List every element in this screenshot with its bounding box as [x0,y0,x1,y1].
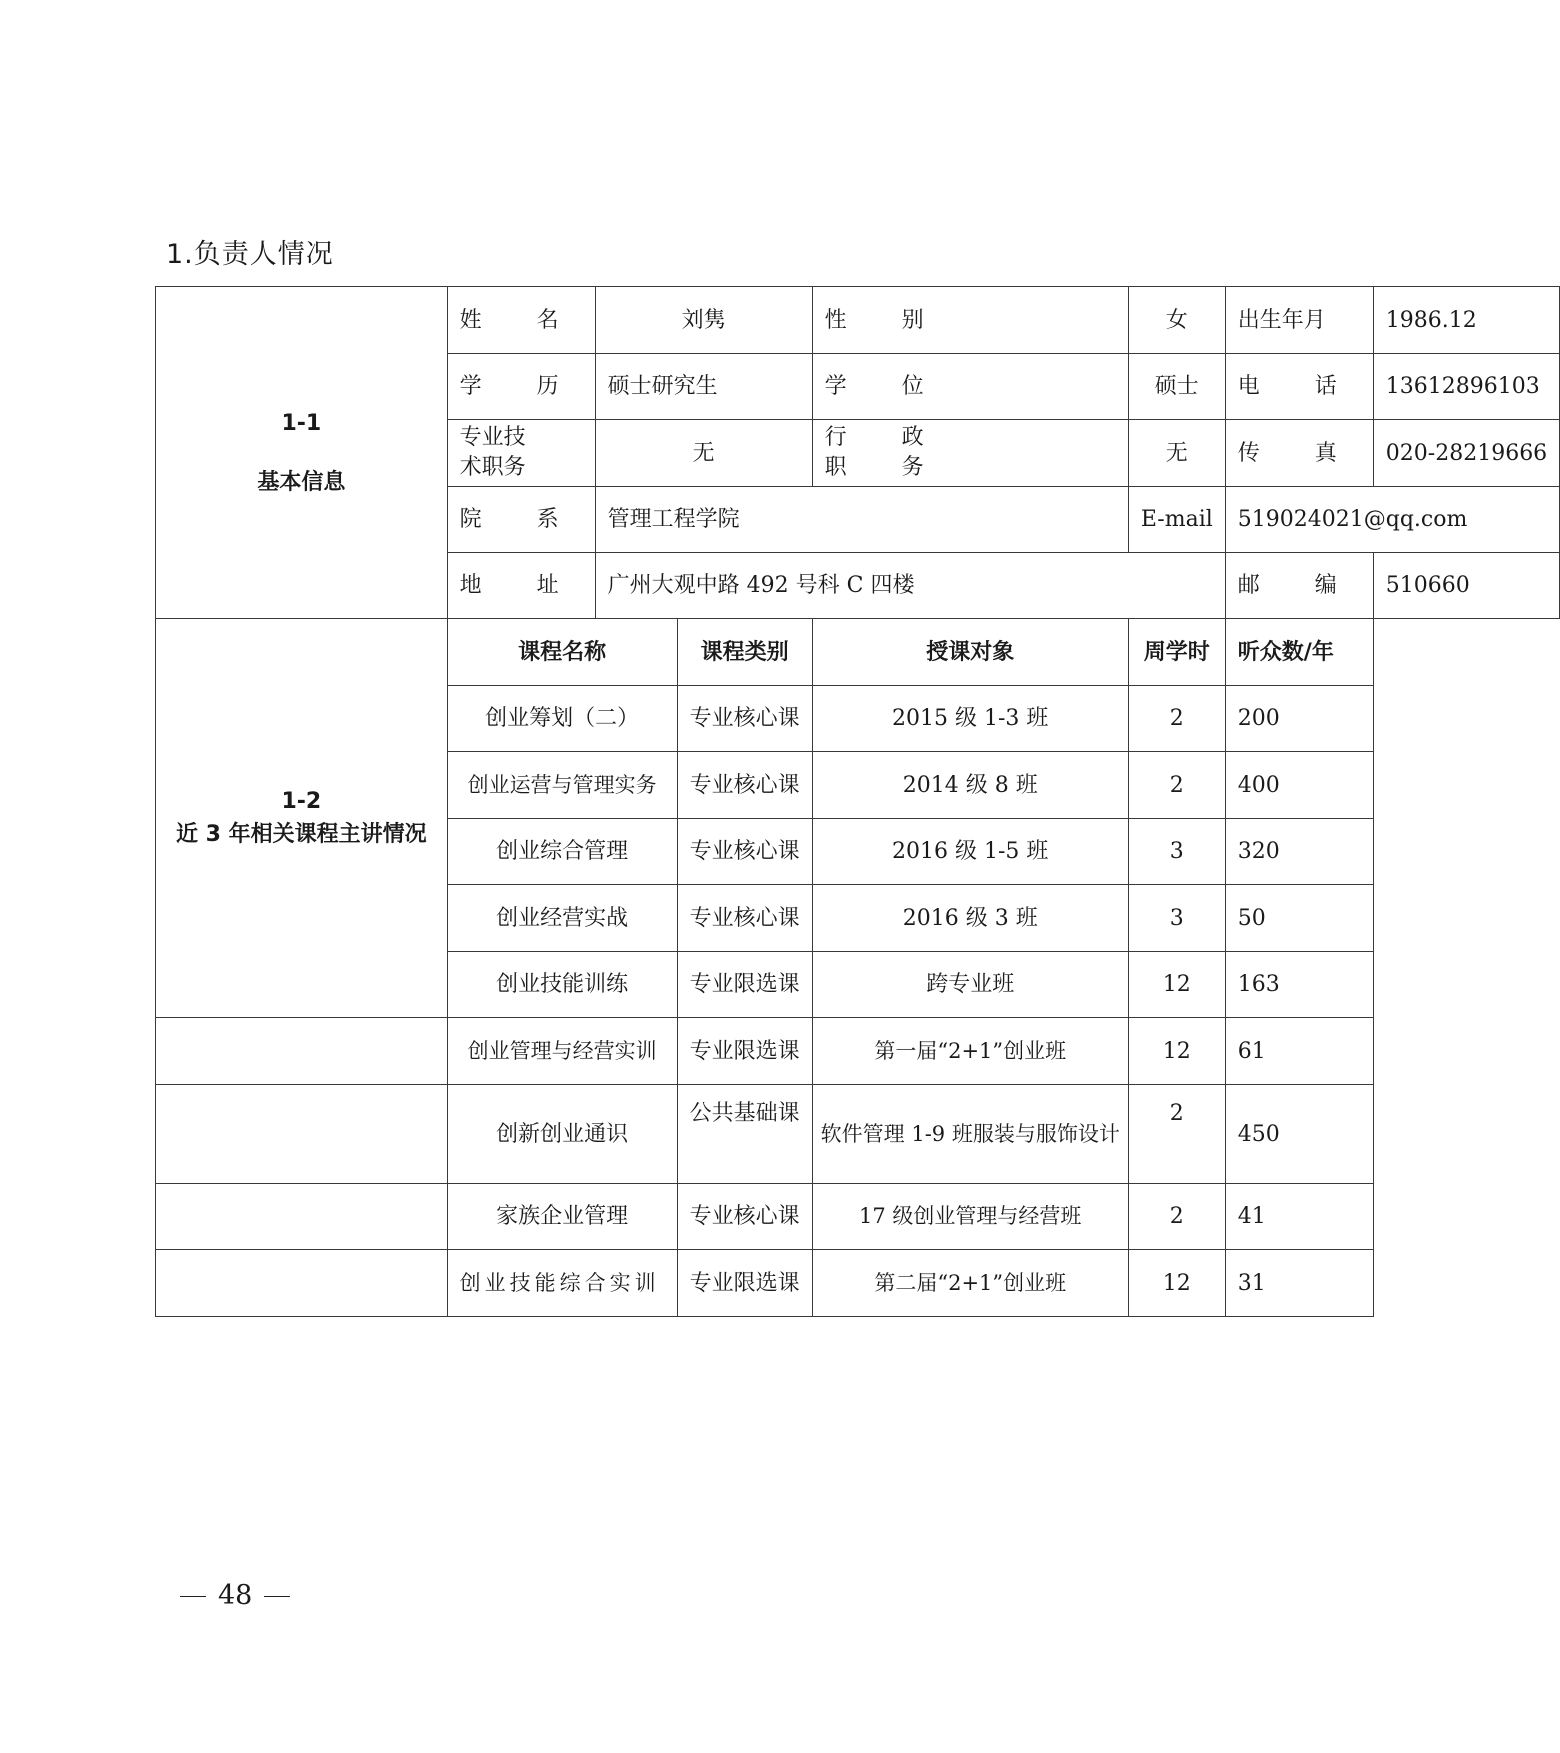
course-name: 创业综合管理 [447,819,677,885]
course-section-label [156,619,448,1018]
name-value: 刘隽 [595,287,812,354]
zip-value: 510660 [1373,553,1559,619]
edu-label: 学 历 [447,354,595,420]
birth-value: 1986.12 [1373,287,1559,354]
course-name: 创业技能训练 [447,952,677,1018]
title-value: 无 [595,420,812,487]
course-hours: 12 [1128,1250,1225,1317]
course-type: 专业核心课 [677,1184,812,1250]
course-hours: 2 [1128,752,1225,819]
fax-value: 020-28219666 [1373,420,1559,487]
birth-label: 出生年月 [1225,287,1373,354]
course-audience: 61 [1225,1018,1373,1085]
course-type: 专业限选课 [677,1018,812,1085]
course-audience: 163 [1225,952,1373,1018]
email-value: 519024021@qq.com [1225,487,1559,553]
course-audience: 450 [1225,1085,1373,1184]
course-audience: 31 [1225,1250,1373,1317]
course-hours: 12 [1128,952,1225,1018]
basic-section-label [156,287,448,619]
course-type: 公共基础课 [677,1085,812,1184]
course-target: 软件管理 1-9 班服装与服饰设计 [812,1085,1128,1184]
dept-label: 院 系 [447,487,595,553]
person-info-table [155,286,1560,1317]
course-hours: 2 [1128,1085,1225,1184]
empty-left-cell [156,1018,448,1085]
course-name: 创业运营与管理实务 [447,752,677,819]
course-type: 专业核心课 [677,819,812,885]
dash-left [180,1596,206,1597]
course-name: 创业管理与经营实训 [447,1018,677,1085]
course-audience: 41 [1225,1184,1373,1250]
col-header-audience: 听众数/年 [1225,619,1373,686]
address-label: 地 址 [447,553,595,619]
empty-left-cell [156,1184,448,1250]
dash-right [264,1596,290,1597]
course-name: 创新创业通识 [447,1085,677,1184]
course-hours: 3 [1128,885,1225,952]
course-type: 专业核心课 [677,752,812,819]
course-audience: 320 [1225,819,1373,885]
phone-label: 电 话 [1225,354,1373,420]
course-header-row [156,619,1560,686]
col-header-hours: 周学时 [1128,619,1225,686]
basic-section-no: 1-1 [281,410,322,436]
course-target: 第一届“2+1”创业班 [812,1018,1128,1085]
course-name: 创业筹划（二） [447,686,677,752]
course-type: 专业核心课 [677,885,812,952]
course-hours: 2 [1128,1184,1225,1250]
course-type: 专业限选课 [677,952,812,1018]
fax-label: 传 真 [1225,420,1373,487]
phone-value: 13612896103 [1373,354,1559,420]
edu-value: 硕士研究生 [595,354,812,420]
dept-value: 管理工程学院 [595,487,1128,553]
gender-value: 女 [1128,287,1225,354]
gender-label: 性 别 [812,287,1128,354]
table-row [156,1018,1560,1085]
course-target: 第二届“2+1”创业班 [812,1250,1128,1317]
col-header-course-name: 课程名称 [447,619,677,686]
course-target: 跨专业班 [812,952,1128,1018]
col-header-target: 授课对象 [812,619,1128,686]
basic-row-name [156,287,1560,354]
course-hours: 3 [1128,819,1225,885]
email-label: E-mail [1128,487,1225,553]
address-value: 广州大观中路 492 号科 C 四楼 [595,553,1225,619]
admin-value: 无 [1128,420,1225,487]
course-type: 专业核心课 [677,686,812,752]
col-header-course-type: 课程类别 [677,619,812,686]
empty-left-cell [156,1250,448,1317]
page-number [168,1580,302,1611]
course-target: 2015 级 1-3 班 [812,686,1128,752]
admin-label: 行 政 职 务 [812,420,1128,487]
course-target: 17 级创业管理与经营班 [812,1184,1128,1250]
course-target: 2016 级 1-5 班 [812,819,1128,885]
course-audience: 50 [1225,885,1373,952]
course-target: 2016 级 3 班 [812,885,1128,952]
empty-left-cell [156,1085,448,1184]
title-label: 专业技 术职务 [447,420,595,487]
degree-value: 硕士 [1128,354,1225,420]
course-section-title: 近 3 年相关课程主讲情况 [176,822,427,847]
table-row [156,1250,1560,1317]
course-type: 专业限选课 [677,1250,812,1317]
degree-label: 学 位 [812,354,1128,420]
course-name: 创业经营实战 [447,885,677,952]
course-name: 家族企业管理 [447,1184,677,1250]
section-heading: 1.负责人情况 [166,239,334,270]
course-audience: 400 [1225,752,1373,819]
zip-label: 邮 编 [1225,553,1373,619]
page-number-value: 48 [218,1580,253,1611]
course-target: 2014 级 8 班 [812,752,1128,819]
course-hours: 12 [1128,1018,1225,1085]
course-hours: 2 [1128,686,1225,752]
table-row [156,1085,1560,1184]
table-row [156,1184,1560,1250]
course-name: 创业技能综合实训 [447,1250,677,1317]
course-section-no: 1-2 [281,789,322,814]
basic-section-title: 基本信息 [257,469,346,495]
name-label: 姓 名 [447,287,595,354]
course-audience: 200 [1225,686,1373,752]
